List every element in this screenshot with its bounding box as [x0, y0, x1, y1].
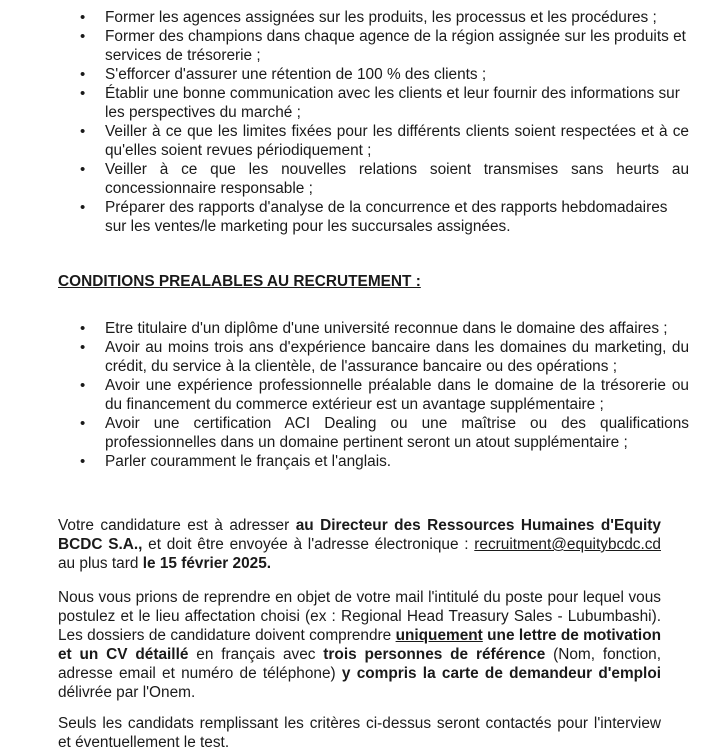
responsibilities-list [0, 8, 711, 236]
emphasis-text: uniquement [395, 627, 483, 644]
list-item: • Avoir une certification ACI Dealing ou une maîtrise ou des qualifications professionnelles dans un domaine pertinent seront un atout supplémentaire ; [0, 414, 711, 452]
deadline-text: le 15 février 2025. [142, 555, 272, 572]
email-link[interactable]: recruitment@equitybcdc.cd [474, 536, 661, 553]
text-run: en français avec [188, 646, 324, 663]
list-item: • Parler couramment le français et l'anglais. [0, 452, 711, 471]
list-item: • Veiller à ce que les limites fixées pour les différents clients soient respectées et à ce qu'elles soient revues périodiquement ; [0, 122, 711, 160]
emphasis-text: une lettre de motivation et un CV détaillé [58, 627, 661, 663]
list-item: • S'efforcer d'assurer une rétention de 100 % des clients ; [0, 65, 711, 84]
text-run: (Nom, fonction, adresse email et numéro de téléphone) [58, 646, 662, 682]
section-heading-prerequisites: CONDITIONS PREALABLES AU RECRUTEMENT : [58, 273, 421, 290]
text-run: et doit être envoyée à l'adresse électronique : [142, 536, 475, 553]
application-address-paragraph [58, 516, 661, 573]
application-instructions-paragraph [58, 588, 661, 702]
text-run: délivrée par l'Onem. [58, 684, 196, 701]
emphasis-text: trois personnes de référence [323, 646, 546, 663]
list-item: • Former des champions dans chaque agence de la région assignée sur les produits et services de trésorerie ; [0, 27, 711, 65]
list-item: • Veiller à ce que les nouvelles relations soient transmises sans heurts au concessionnaire responsable ; [0, 160, 711, 198]
list-item: • Former les agences assignées sur les produits, les processus et les procédures ; [0, 8, 711, 27]
emphasis-text: y compris la carte de demandeur d'emploi [341, 665, 661, 682]
list-item: • Etre titulaire d'un diplôme d'une université reconnue dans le domaine des affaires ; [0, 319, 711, 338]
final-note-paragraph: Seuls les candidats remplissant les critères ci-dessus seront contactés pour l'interview et éventuellement le test. [58, 715, 661, 751]
prerequisites-list [0, 319, 711, 471]
text-run: au plus tard [58, 555, 143, 572]
recipient-text: au Directeur des Ressources Humaines d'Equity BCDC S.A., [58, 517, 661, 553]
list-item: • Avoir au moins trois ans d'expérience bancaire dans les domaines du marketing, du crédit, du service à la clientèle, de l'assurance bancaire ou des opérations ; [0, 338, 711, 376]
list-item: • Établir une bonne communication avec les clients et leur fournir des informations sur les perspectives du marché ; [0, 84, 711, 122]
list-item: • Avoir une expérience professionnelle préalable dans le domaine de la trésorerie ou du financement du commerce extérieur est un avantage supplémentaire ; [0, 376, 711, 414]
text-run: Nous vous prions de reprendre en objet de votre mail l'intitulé du poste pour lequel vous postulez et le lieu affectation choisi (ex : Regional Head Treasury Sales - Lubumbashi). Les dossiers de candidature doivent comprendre [58, 589, 661, 644]
list-item: • Préparer des rapports d'analyse de la concurrence et des rapports hebdomadaires sur les ventes/le marketing pour les succursales assignées. [0, 198, 711, 236]
text-run: Votre candidature est à adresser [58, 517, 296, 534]
